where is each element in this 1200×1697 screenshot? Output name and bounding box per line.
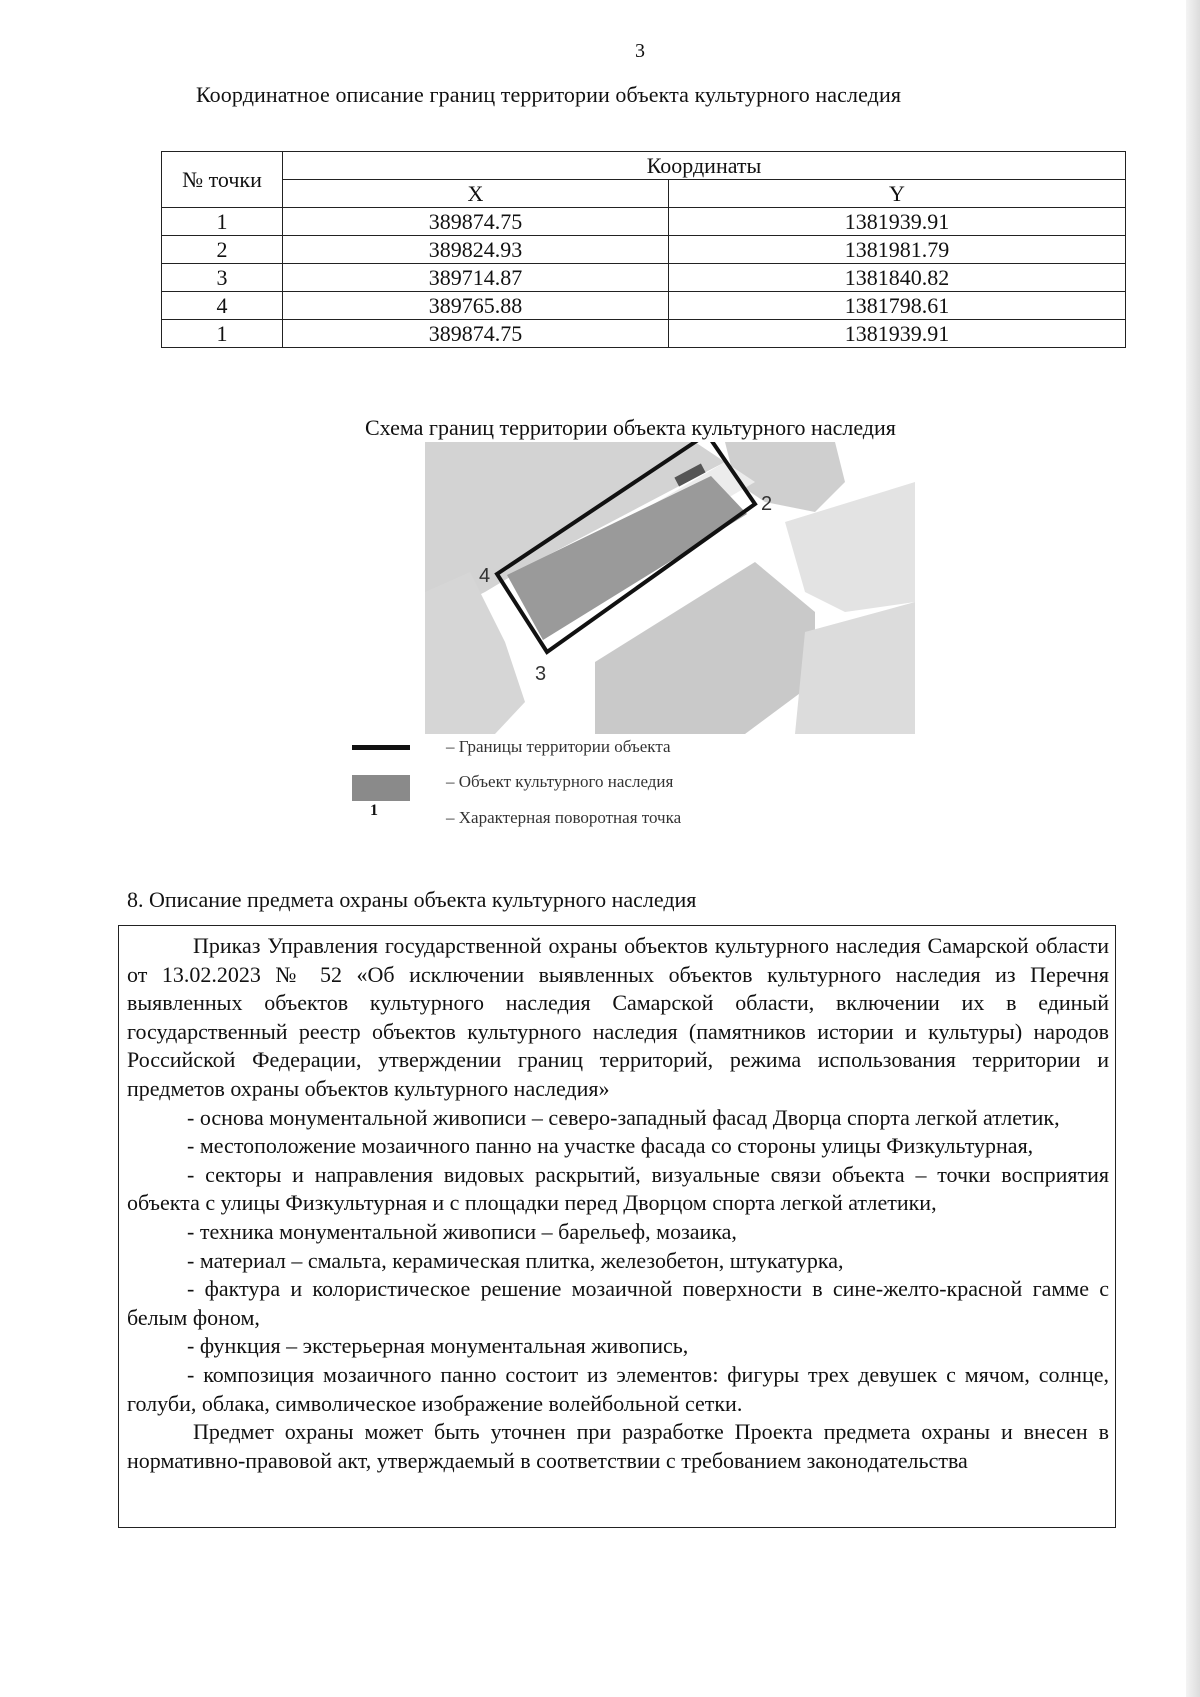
header-y: Y [669,180,1126,208]
table-row [162,208,1126,236]
table-row [162,264,1126,292]
list-item: - техника монументальной живописи – барельеф, мозаика, [187,1218,737,1244]
list-item: - фактура и колористическое решение мозаичной поверхности в сине-желто-красной гамме с белым фоном, [127,1276,1109,1330]
legend-point-label: – Характерная поворотная точка [446,808,682,827]
cell-y: 1381840.82 [669,264,1126,292]
legend-object-label: – Объект культурного наследия [446,772,674,791]
cell-point: 1 [162,208,283,236]
coordinates-table [161,151,1126,348]
coordinates-title: Координатное описание границ территории объекта культурного наследия [196,82,902,107]
section-8-heading: 8. Описание предмета охраны объекта культурного наследия [127,887,697,912]
cell-y: 1381939.91 [669,208,1126,236]
table-row [162,236,1126,264]
boundary-map [425,442,915,734]
list-item: - функция – экстерьерная монументальная живопись, [187,1333,689,1359]
list-item: - местоположение мозаичного панно на участке фасада со стороны улицы Физкультурная, [187,1133,1034,1159]
cell-x: 389714.87 [283,264,669,292]
closing-paragraph: Предмет охраны может быть уточнен при разработке Проекта предмета охраны и внесен в нормативно-правовой акт, утверждаемый в соответствии с требованием законодательства [127,1419,1109,1473]
point-label-2: 2 [761,493,773,515]
cell-x: 389874.75 [283,320,669,348]
list-item: - основа монументальной живописи – северо-западный фасад Дворца спорта легкой атлетик, [187,1104,1060,1130]
cell-y: 1381939.91 [669,320,1126,348]
cell-point: 1 [162,320,283,348]
table-row [162,292,1126,320]
legend-boundary-label: – Границы территории объекта [446,737,671,756]
cell-x: 389824.93 [283,236,669,264]
cell-x: 389765.88 [283,292,669,320]
list-item: - материал – смальта, керамическая плитка, железобетон, штукатурка, [187,1247,844,1273]
scan-edge [1186,0,1200,1697]
cell-point: 2 [162,236,283,264]
cell-point: 3 [162,264,283,292]
point-label-3: 3 [535,663,547,685]
cell-point: 4 [162,292,283,320]
header-coordinates: Координаты [283,152,1126,180]
cell-x: 389874.75 [283,208,669,236]
header-x: X [283,180,669,208]
scheme-title: Схема границ территории объекта культурного наследия [365,415,896,440]
order-paragraph: Приказ Управления государственной охраны объектов культурного наследия Самарской области от 13.02.2023 № 52 «Об исключении выявленных объектов культурного наследия из Перечня выявленных объектов культурного наследия Самарской области, включении их в единый государственный реестр объектов культурного наследия (памятников истории и культуры) народов Российской Федерации, утверждении границ территорий, режима использования территории и предметов охраны объектов культурного наследия» [127,933,1109,1101]
list-item: - композиция мозаичного панно состоит из элементов: фигуры трех девушек с мячом, солнце, голуби, облака, символическое изображение волейбольной сетки. [127,1361,1109,1416]
page-number: 3 [635,40,645,62]
header-point: № точки [162,152,283,208]
legend-object-swatch [352,775,410,801]
list-item: - секторы и направления видовых раскрытий, визуальные связи объекта – точки восприятия объекта с улицы Физкультурная и с площадки перед Дворцом спорта легкой атлетики, [127,1161,1109,1216]
cell-y: 1381981.79 [669,236,1126,264]
legend-point-sample: 1 [370,802,378,819]
table-row [162,320,1126,348]
point-label-4: 4 [479,565,491,587]
protection-subject-box [118,925,1116,1528]
cell-y: 1381798.61 [669,292,1126,320]
legend-boundary-swatch [352,745,410,750]
